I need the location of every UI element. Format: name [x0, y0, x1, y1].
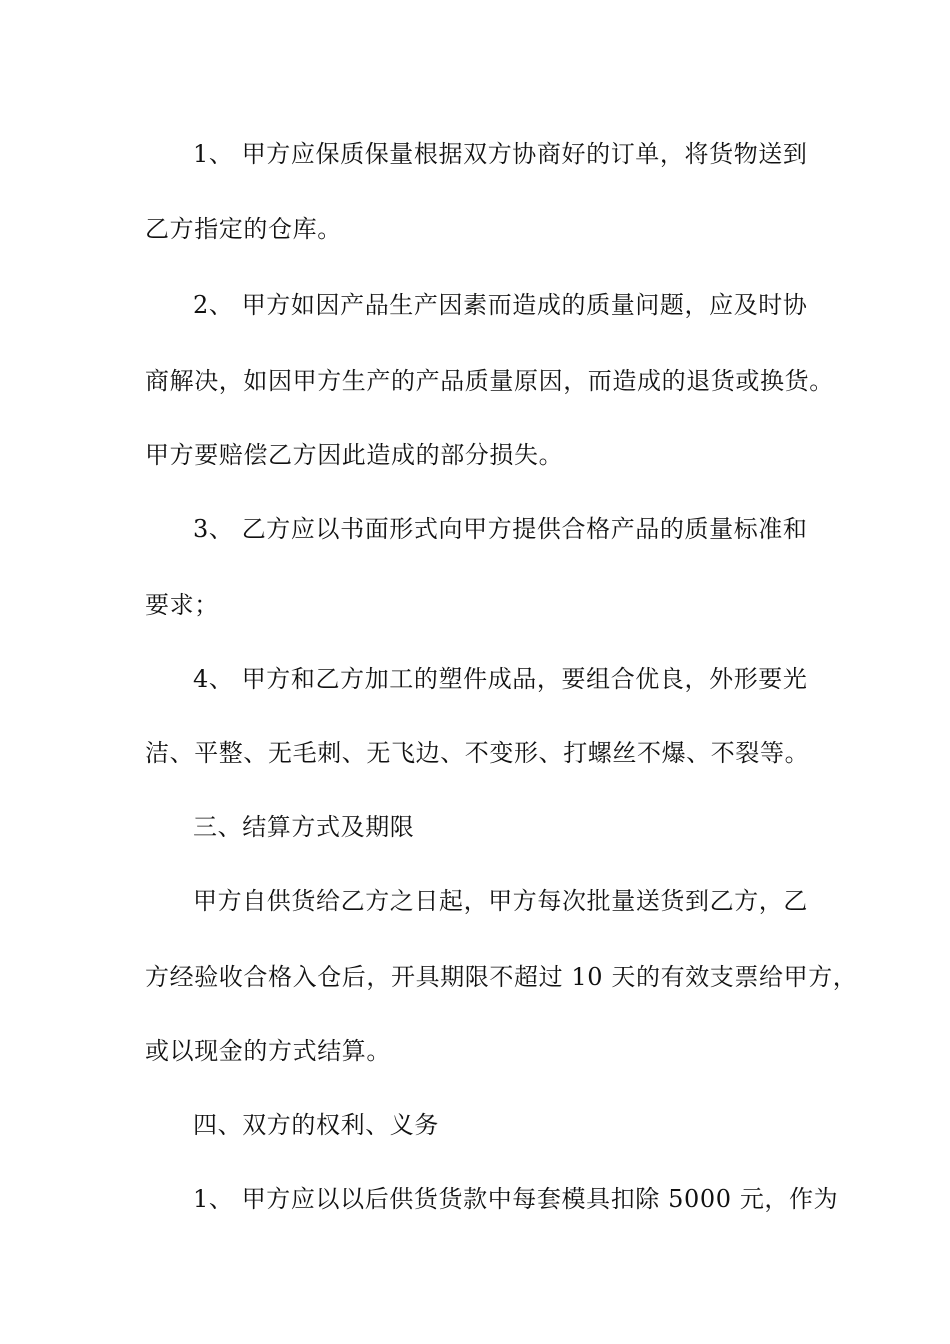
clause-2-line-3: 甲方要赔偿乙方因此造成的部分损失。: [145, 441, 564, 469]
clause-1-line-1: 1、 甲方应保质保量根据双方协商好的订单，将货物送到: [193, 140, 808, 168]
section-3-heading: 三、结算方式及期限: [193, 813, 415, 841]
settlement-line-3: 或以现金的方式结算。: [145, 1037, 391, 1065]
clause-2-line-1: 2、 甲方如因产品生产因素而造成的质量问题，应及时协: [193, 291, 808, 319]
settlement-line-1: 甲方自供货给乙方之日起，甲方每次批量送货到乙方，乙: [193, 887, 808, 915]
clause-1-line-2: 乙方指定的仓库。: [145, 215, 342, 243]
clause-4-line-1: 4、 甲方和乙方加工的塑件成品，要组合优良，外形要光: [193, 665, 808, 693]
clause-3-line-2: 要求；: [145, 591, 219, 619]
section-4-heading: 四、双方的权利、义务: [193, 1111, 439, 1139]
settlement-line-2: 方经验收合格入仓后，开具期限不超过 10 天的有效支票给甲方，: [145, 963, 858, 991]
clause-2-line-2: 商解决，如因甲方生产的产品质量原因，而造成的退货或换货。: [145, 367, 834, 395]
rights-clause-1-line-1: 1、 甲方应以以后供货货款中每套模具扣除 5000 元，作为: [193, 1185, 839, 1213]
clause-4-line-2: 洁、平整、无毛刺、无飞边、不变形、打螺丝不爆、不裂等。: [145, 739, 810, 767]
clause-3-line-1: 3、 乙方应以书面形式向甲方提供合格产品的质量标准和: [193, 515, 808, 543]
